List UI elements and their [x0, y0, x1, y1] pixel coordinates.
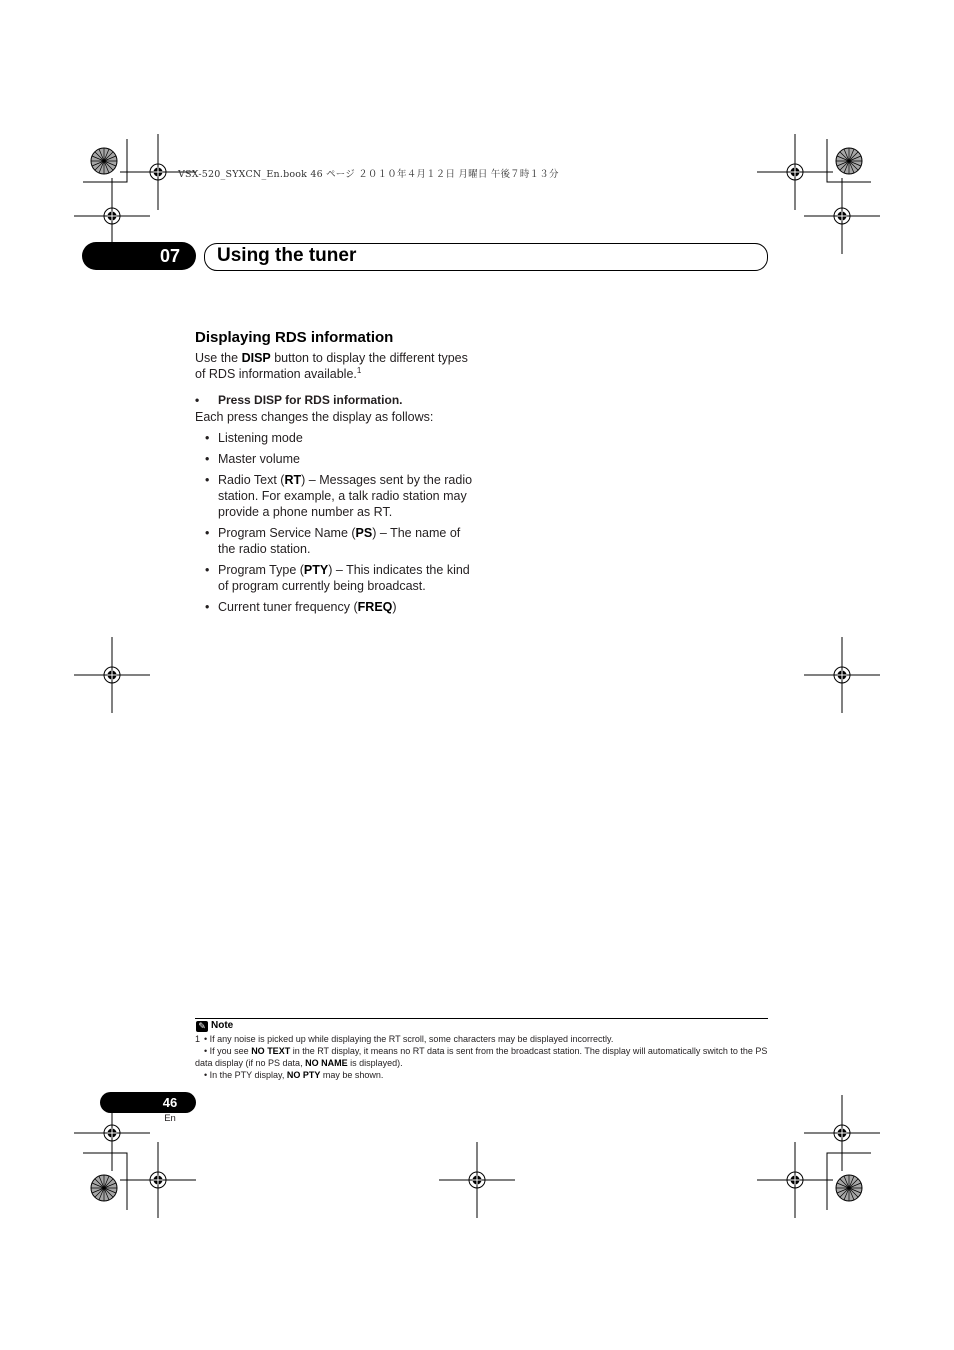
section-heading: Displaying RDS information: [195, 329, 394, 346]
footnote-ref: 1: [356, 365, 362, 375]
note-pencil-icon: ✎: [196, 1021, 208, 1032]
note-divider: [195, 1018, 768, 1019]
option-code: FREQ: [357, 600, 393, 614]
option-text: ) – The name of the radio station.: [218, 526, 461, 556]
step-instruction: [195, 392, 480, 408]
bullet: •: [205, 431, 210, 445]
option-text: Current tuner frequency (: [218, 600, 358, 614]
display-message: NO PTY: [286, 1070, 321, 1080]
disp-button-label: DISP: [241, 351, 271, 365]
footnote-item: [195, 1069, 770, 1081]
bullet: •: [205, 452, 210, 466]
footnote-text: in the RT display, it means no RT data is sent from the broadcast station. The display will automatically switch to the PS data display (if no PS data,: [195, 1046, 768, 1068]
footnote-text: • In the PTY display,: [204, 1070, 287, 1080]
display-option-item: [195, 430, 480, 446]
option-text: Program Service Name (: [218, 526, 356, 540]
footnote-text: is displayed).: [347, 1058, 403, 1068]
footnote-text: • If you see: [204, 1046, 252, 1056]
display-message: NO TEXT: [251, 1046, 291, 1056]
display-option-item: [195, 472, 480, 520]
main-column: [195, 328, 480, 620]
display-option-item: [195, 562, 480, 594]
footnote-item: [195, 1033, 770, 1045]
step-bullet: •: [195, 393, 200, 407]
option-text: ) – This indicates the kind of program currently being broadcast.: [218, 563, 470, 593]
option-text: Radio Text (: [218, 473, 285, 487]
bullet: •: [205, 563, 210, 577]
footnote-text: may be shown.: [320, 1070, 384, 1080]
footnote-number: 1: [195, 1034, 201, 1044]
display-option-item: [195, 599, 480, 615]
option-text: Master volume: [218, 452, 300, 466]
bullet: •: [205, 526, 210, 540]
display-option-item: [195, 451, 480, 467]
bullet: •: [205, 473, 210, 487]
display-options-list: [195, 430, 480, 615]
chapter-number: 07: [159, 246, 181, 266]
step-result: Each press changes the display as follows:: [195, 410, 434, 424]
option-code: PS: [355, 526, 373, 540]
option-text: Listening mode: [218, 431, 303, 445]
intro-paragraph: [195, 350, 480, 382]
option-text: Program Type (: [218, 563, 304, 577]
footnote-item: [195, 1045, 770, 1069]
display-option-item: [195, 525, 480, 557]
option-text: ) – Messages sent by the radio station. For example, a talk radio station may provide a phone number as RT.: [218, 473, 473, 519]
option-code: RT: [284, 473, 302, 487]
option-text: ): [392, 600, 397, 614]
bullet: •: [205, 600, 210, 614]
page-number: 46: [162, 1095, 178, 1110]
intro-text: Use the: [195, 351, 242, 365]
display-message: NO NAME: [305, 1058, 348, 1068]
footnote-text: • If any noise is picked up while displaying the RT scroll, some characters may be displayed incorrectly.: [204, 1034, 614, 1044]
note-label: Note: [211, 1020, 234, 1031]
page-language: En: [164, 1113, 176, 1124]
option-code: PTY: [303, 563, 329, 577]
step-text: Press DISP for RDS information.: [218, 393, 403, 407]
footnotes: [195, 1033, 770, 1081]
print-header: VSX-520_SYXCN_En.book 46 ページ ２０１０年４月１２日 月曜日 午後７時１３分: [178, 169, 559, 180]
chapter-title: Using the tuner: [217, 245, 357, 266]
intro-text-rest: button to display the different types of RDS information available.: [195, 351, 468, 381]
